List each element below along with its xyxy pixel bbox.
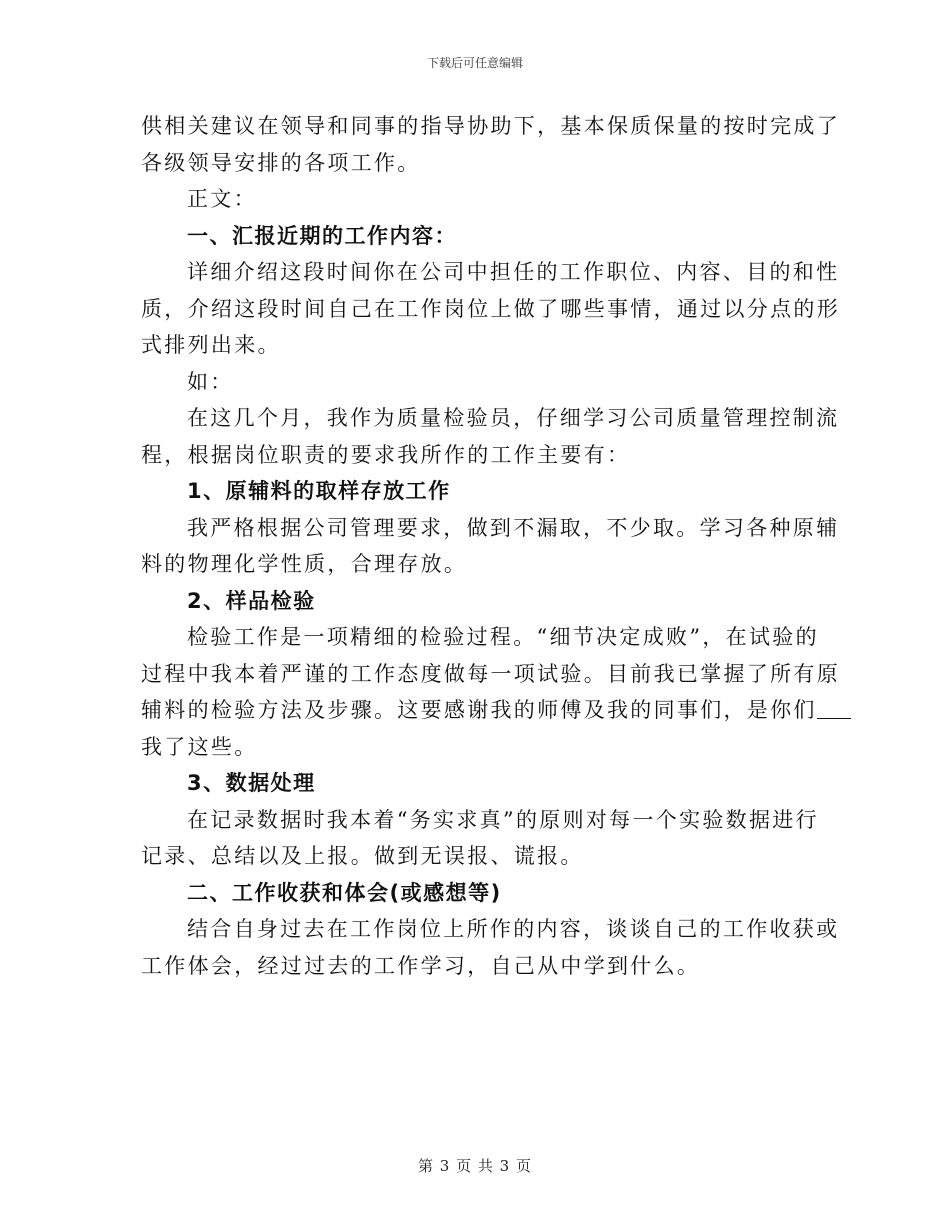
fill-blank <box>817 698 851 719</box>
page-number: 第 3 页 共 3 页 <box>418 1157 532 1175</box>
subsection-heading: 1、原辅料的取样存放工作 <box>187 479 451 503</box>
paragraph-text: 辅料的检验方法及步骤。这要感谢我的师傅及我的同事们，是你们 <box>141 698 817 722</box>
section-heading: 二、工作收获和体会(或感想等) <box>187 880 502 905</box>
paragraph-line: 质，介绍这段时间自己在工作岗位上做了哪些事情，通过以分点的形 <box>141 296 840 321</box>
paragraph-line: 在这几个月，我作为质量检验员，仔细学习公司质量管理控制流 <box>187 406 840 430</box>
paragraph-line: 结合自身过去在工作岗位上所作的内容，谈谈自己的工作收获或 <box>187 917 840 941</box>
paragraph-line: 工作体会，经过过去的工作学习，自己从中学到什么。 <box>141 953 701 978</box>
paragraph-line: 检验工作是一项精细的检验过程。“细节决定成败”，在试验的 <box>187 625 819 649</box>
section-heading: 一、汇报近期的工作内容： <box>187 223 457 248</box>
subsection-heading: 2、样品检验 <box>187 588 316 613</box>
paragraph-line: 过程中我本着严谨的工作态度做每一项试验。目前我已掌握了所有原 <box>141 661 840 686</box>
body-label: 正文： <box>187 187 257 211</box>
paragraph-line: 料的物理化学性质，合理存放。 <box>141 552 468 576</box>
paragraph-line: 各级领导安排的各项工作。 <box>141 150 421 175</box>
paragraph-line: 如： <box>187 369 234 394</box>
paragraph-line: 在记录数据时我本着“务实求真”的原则对每一个实验数据进行 <box>187 807 819 832</box>
paragraph-line: 详细介绍这段时间你在公司中担任的工作职位、内容、目的和性 <box>187 260 840 284</box>
paragraph-line-with-blank <box>141 692 817 729</box>
document-body <box>141 108 840 984</box>
paragraph-line: 我严格根据公司管理要求，做到不漏取，不少取。学习各种原辅 <box>187 515 840 540</box>
paragraph-line: 程，根据岗位职责的要求我所作的工作主要有： <box>141 442 631 467</box>
paragraph-line: 我了这些。 <box>141 734 258 759</box>
paragraph-line: 供相关建议在领导和同事的指导协助下，基本保质保量的按时完成了 <box>141 114 840 138</box>
subsection-heading: 3、数据处理 <box>187 771 316 795</box>
paragraph-line: 式排列出来。 <box>141 333 281 357</box>
paragraph-line: 记录、总结以及上报。做到无误报、谎报。 <box>141 844 584 868</box>
header-note: 下载后可任意编辑 <box>426 56 523 70</box>
